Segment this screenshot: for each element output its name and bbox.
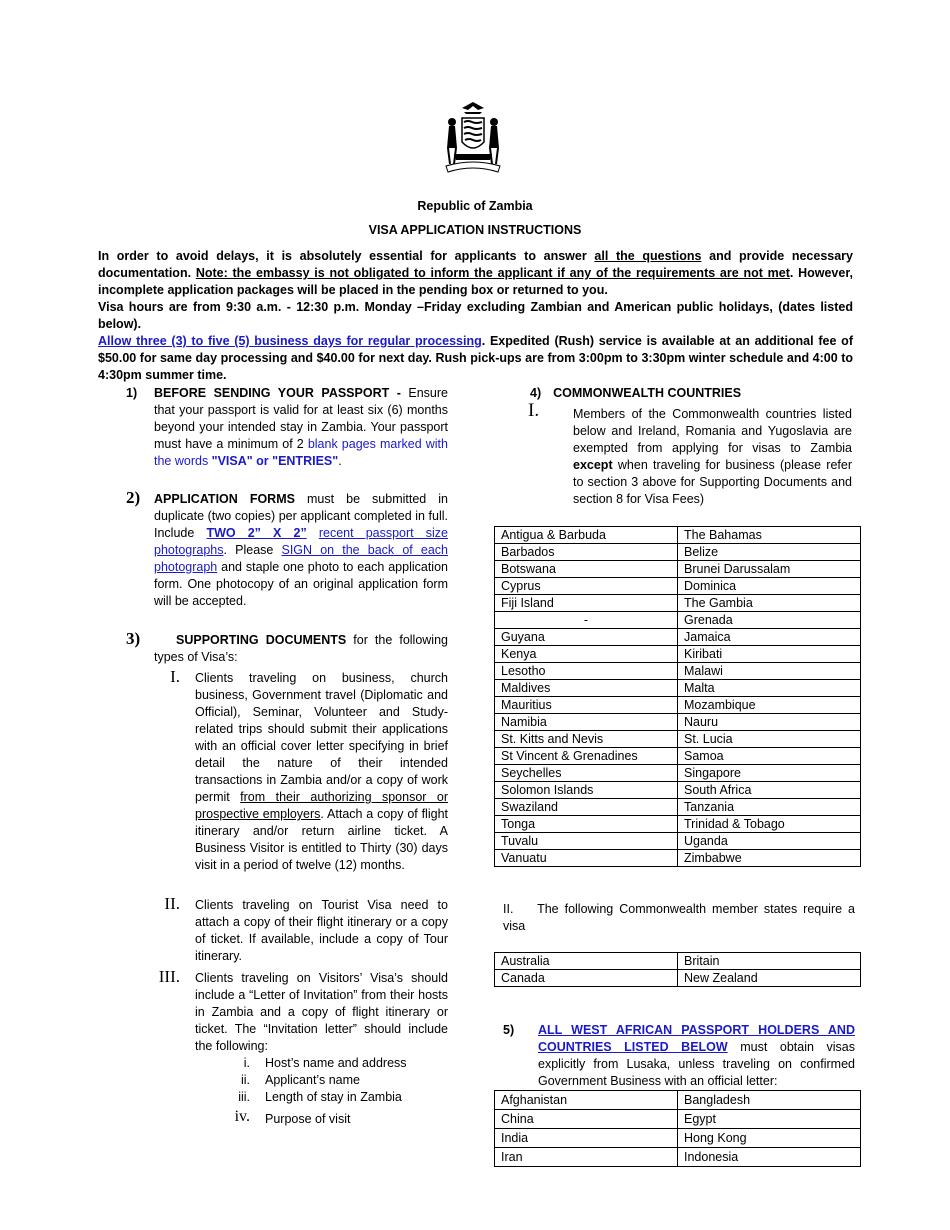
table-row [495,799,861,816]
page-title: VISA APPLICATION INSTRUCTIONS [368,223,582,237]
table-cell: Iran [495,1148,678,1167]
visa-required-countries-table [494,952,861,987]
country-heading: Republic of Zambia [417,199,533,213]
section-4-item-2: II. The following Commonwealth member states require a visa [503,902,855,933]
table-cell: Tuvalu [495,833,678,850]
table-row [495,612,861,629]
table-row [495,850,861,867]
list-item: ii. Applicant’s name [240,1073,360,1087]
table-cell: Solomon Islands [495,782,678,799]
coat-of-arms-seal [440,98,506,178]
section-3-intro: SUPPORTING DOCUMENTS for the following types of Visa’s: [154,633,448,664]
table-cell: India [495,1129,678,1148]
section-3-item-3: III. Clients traveling on Visitors’ Visa’s should include a “Letter of Invitation” from their hosts in Zambia and a copy of flight itinerary or ticket. The “Invitation letter” should include the following: [158,967,448,1053]
table-row [495,697,861,714]
table-cell: Lesotho [495,663,678,680]
table-row [495,833,861,850]
table-cell: St Vincent & Grenadines [495,748,678,765]
table-row [495,816,861,833]
table-cell: St. Kitts and Nevis [495,731,678,748]
table-row [495,1148,861,1167]
intro-processing: Allow three (3) to five (5) business days for regular processing. Expedited (Rush) service is available at an additional fee of $50.00 for same day processing and $40.00 for next day. Rush pick-ups are from 3:00pm to 3:30pm winter schedule and 4:00 to 4:30pm summer time. [98,334,853,382]
two-photos-link[interactable]: TWO 2” X 2” [206,526,307,540]
table-cell: Swaziland [495,799,678,816]
table-cell: Tonga [495,816,678,833]
west-african-link[interactable]: ALL WEST AFRICAN PASSPORT HOLDERS AND COUNTRIES LISTED BELOW [538,1023,855,1054]
table-cell: Namibia [495,714,678,731]
table-cell: Vanuatu [495,850,678,867]
table-row [495,561,861,578]
table-cell: Maldives [495,680,678,697]
table-cell: Mauritius [495,697,678,714]
passport-photos-link[interactable]: recent passport size photographs [154,526,448,557]
intro-note: Note: the embassy is not obligated to inform the applicant if any of the requirements are not met [195,266,790,280]
table-cell: Mozambique [678,697,861,714]
list-item: i. Host’s name and address [243,1056,407,1070]
table-cell: New Zealand [678,970,861,987]
table-row [495,578,861,595]
table-cell: Jamaica [678,629,861,646]
section-1-text: BEFORE SENDING YOUR PASSPORT - Ensure that your passport is valid for at least six (6) months beyond your intended stay in Zambia. Your passport must have a minimum of 2 blank pages marked with the words "VISA" or "ENTRIES". [154,386,448,468]
table-cell: Uganda [678,833,861,850]
table-cell: China [495,1110,678,1129]
table-cell: Egypt [678,1110,861,1129]
table-row [495,527,861,544]
table-row [495,629,861,646]
table-row [495,765,861,782]
table-cell: Australia [495,953,678,970]
table-cell: Botswana [495,561,678,578]
section-1: 1) BEFORE SENDING YOUR PASSPORT - Ensure that your passport is valid for at least six (6) months beyond your intended stay in Zambia. Your passport must have a minimum of 2 blank pages marked with the words "VISA" or "ENTRIES". [126,386,448,468]
table-cell: Bangladesh [678,1091,861,1110]
processing-link[interactable]: Allow three (3) to five (5) business days for regular processing [98,334,482,348]
section-3: 3) SUPPORTING DOCUMENTS for the following types of Visa’s: [126,629,448,664]
section-2-text: APPLICATION FORMS must be submitted in duplicate (two copies) per applicant completed in full. Include TWO 2” X 2” recent passport size photographs. Please SIGN on the back of each photograph and staple one photo to each application form. One photocopy of an original application form will be accepted. [154,492,448,608]
table-cell: Grenada [678,612,861,629]
table-cell: Canada [495,970,678,987]
table-cell: Hong Kong [678,1129,861,1148]
table-cell: Samoa [678,748,861,765]
intro-hours: Visa hours are from 9:30 a.m. - 12:30 p.m. Monday –Friday excluding Zambian and American public holidays, (dates listed below). [98,300,853,331]
table-row [495,663,861,680]
table-cell: Cyprus [495,578,678,595]
list-item: iv. Purpose of visit [234,1108,351,1126]
table-row [495,953,861,970]
table-cell: Indonesia [678,1148,861,1167]
table-cell: Guyana [495,629,678,646]
table-cell: St. Lucia [678,731,861,748]
table-row [495,782,861,799]
table-cell: Trinidad & Tobago [678,816,861,833]
table-cell: Kenya [495,646,678,663]
section-2: 2) APPLICATION FORMS must be submitted in duplicate (two copies) per applicant completed in full. Include TWO 2” X 2” recent passport size photographs. Please SIGN on the back of each photograph and staple one photo to each application form. One photocopy of an original application form will be accepted. [126,488,448,608]
table-cell: Kiribati [678,646,861,663]
table-cell: Antigua & Barbuda [495,527,678,544]
table-cell: Singapore [678,765,861,782]
section-3-item-2: II. Clients traveling on Tourist Visa need to attach a copy of their flight itinerary or a copy of ticket. If available, include a copy of Tour itinerary. [164,894,448,963]
table-cell: Afghanistan [495,1091,678,1110]
lusaka-visa-countries-table [494,1090,861,1167]
table-cell: Brunei Darussalam [678,561,861,578]
table-row [495,1091,861,1110]
table-cell: Dominica [678,578,861,595]
table-cell: The Gambia [678,595,861,612]
table-cell: Britain [678,953,861,970]
table-cell: Malawi [678,663,861,680]
table-cell: Fiji Island [495,595,678,612]
sign-photo-link[interactable]: SIGN on the back of each photograph [154,543,448,574]
table-row [495,646,861,663]
table-cell: Nauru [678,714,861,731]
intro-block [98,248,853,384]
table-row [495,970,861,987]
table-row [495,595,861,612]
table-row [495,544,861,561]
table-row [495,1129,861,1148]
table-cell: Belize [678,544,861,561]
section-3-item-1: I. Clients traveling on business, church business, Government travel (Diplomatic and Official), Seminar, Volunteer and Study-related trips should submit their applications with an official cover letter specifying in brief detail the nature of their intended transactions in Zambia and/or a copy of work permit from their authorizing sponsor or prospective employers. Attach a copy of flight itinerary and/or return airline ticket. A Business Visitor is entitled to Thirty (30) days visit in a period of twelve (12) months. [170,667,448,872]
table-row [495,1110,861,1129]
table-cell: Seychelles [495,765,678,782]
table-cell: The Bahamas [678,527,861,544]
table-row [495,680,861,697]
invitation-sublist [230,1055,450,1128]
table-cell: - [495,612,678,629]
section-4-heading: 4) COMMONWEALTH COUNTRIES [530,386,742,400]
table-cell: Zimbabwe [678,850,861,867]
list-item: iii. Length of stay in Zambia [238,1090,402,1104]
table-cell: Malta [678,680,861,697]
table-cell: South Africa [678,782,861,799]
exempt-countries-table [494,526,861,867]
table-row [495,731,861,748]
section-5: 5) ALL WEST AFRICAN PASSPORT HOLDERS AND COUNTRIES LISTED BELOW must obtain visas explicitly from Lusaka, unless traveling on confirmed Government Business with an official letter: [503,1023,855,1088]
table-row [495,714,861,731]
section-4-item-1: I. Members of the Commonwealth countries listed below and Ireland, Romania and Yugoslavia are exempted from applying for visas to Zambia except when traveling for business (please refer to section 3 above for Supporting Documents and section 8 for Visa Fees) [528,400,852,506]
table-cell: Tanzania [678,799,861,816]
table-cell: Barbados [495,544,678,561]
table-row [495,748,861,765]
intro-paragraph: In order to avoid delays, it is absolutely essential for applicants to answer all the questions and provide necessary documentation. Note: the embassy is not obligated to inform the applicant if any of the requirements are not met. However, incomplete application packages will be placed in the pending box or returned to you. [98,249,853,297]
